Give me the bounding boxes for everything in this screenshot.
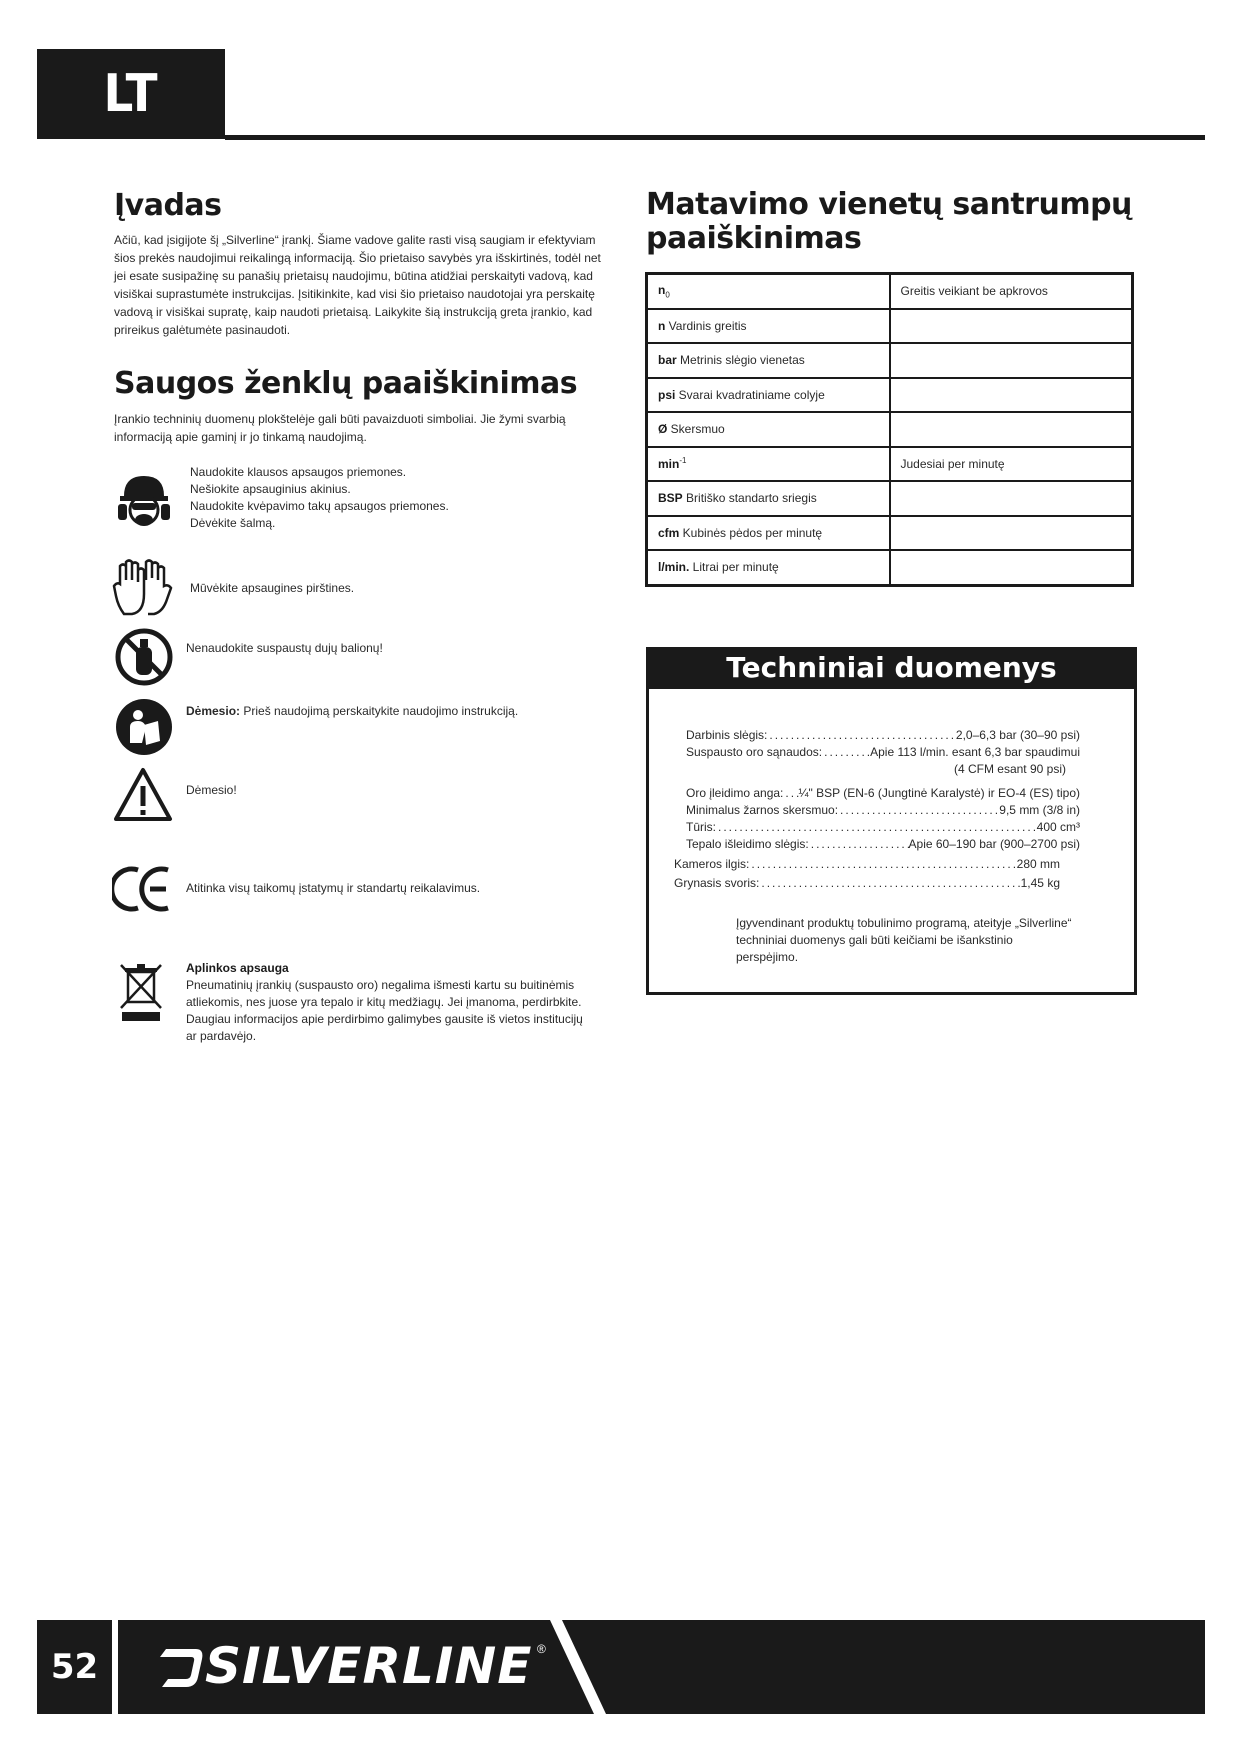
units-row: [647, 550, 1133, 585]
registered-mark: ®: [537, 1642, 546, 1656]
units-cell-left: [647, 378, 890, 413]
units-row: [647, 343, 1133, 378]
units-cell-left: [647, 550, 890, 585]
units-cell-right: [890, 378, 1133, 413]
units-row: [647, 481, 1133, 516]
units-cell-left: [647, 516, 890, 551]
spec-value: 2,0–6,3 bar (30–90 psi): [955, 728, 1080, 742]
header-rule: [225, 135, 1205, 140]
units-cell-right: [890, 481, 1133, 516]
unit-abbr: min: [658, 457, 680, 472]
spec-label: Grynasis svoris:: [674, 876, 760, 890]
spec-net-weight: [674, 875, 1060, 892]
unit-desc: Vardinis greitis: [665, 318, 747, 333]
spec-min-hose: [686, 802, 1080, 819]
unit-abbr: psi: [658, 387, 676, 402]
unit-abbr: n: [658, 283, 666, 298]
spec-air-consumption: [686, 744, 1080, 761]
unit-abbr: l/min.: [658, 560, 690, 575]
unit-abbr: Ø: [658, 422, 668, 437]
unit-sup: -1: [679, 456, 687, 466]
spec-label: Darbinis slėgis:: [686, 728, 768, 742]
unit-abbr: bar: [658, 353, 677, 368]
warning-icon: [112, 766, 172, 826]
spec-label: Tepalo išleidimo slėgis:: [686, 837, 809, 851]
language-code: LT: [103, 64, 159, 124]
spec-value: 400 cm³: [1036, 820, 1080, 834]
spec-value: ¼" BSP (EN-6 (Jungtinė Karalystė) ir EO-4 (ES) tipo): [798, 786, 1080, 800]
logo-slash-icon: [548, 1620, 608, 1719]
ppe-icon: [114, 470, 174, 530]
units-cell-left: [647, 343, 890, 378]
gloves-icon: [112, 556, 172, 616]
read-manual-desc: Prieš naudojimą perskaitykite naudojimo instrukciją.: [240, 704, 519, 718]
ppe-line-eyes: Nešiokite apsauginius akinius.: [190, 482, 351, 496]
environment-title: Aplinkos apsauga: [186, 961, 289, 975]
brand-logo: SILVERLINE: [205, 1637, 533, 1695]
units-cell-right: Greitis veikiant be apkrovos: [890, 274, 1133, 309]
unit-abbr: n: [658, 318, 666, 333]
warning-text: Dėmesio!: [186, 783, 237, 797]
tech-data-note: Įgyvendinant produktų tobulinimo programą, ateityje „Silverline“ techniniai duomenys gali būti keičiami be išankstinio perspėjimo.: [736, 916, 1072, 964]
spec-label: Suspausto oro sąnaudos:: [686, 745, 823, 759]
logo-swoosh-icon: [160, 1641, 206, 1698]
units-row: [647, 412, 1133, 447]
no-gas-cylinder-text: Nenaudokite suspaustų dujų balionų!: [186, 641, 383, 655]
ppe-line-helmet: Dėvėkite šalmą.: [190, 516, 276, 530]
units-cell-left: [647, 447, 890, 482]
ppe-line-hearing: Naudokite klausos apsaugos priemones.: [190, 465, 407, 479]
environment-text: [186, 960, 596, 1045]
units-cell-right: [890, 516, 1133, 551]
spec-value: Apie 113 l/min. esant 6,3 bar spaudimui: [870, 745, 1080, 759]
unit-desc: Kubinės pėdos per minutę: [679, 525, 823, 540]
unit-desc: Litrai per minutę: [689, 560, 779, 575]
spec-working-pressure: [686, 727, 1080, 744]
units-title: Matavimo vienetų santrumpų paaiškinimas: [646, 187, 1132, 256]
no-gas-cylinder-icon: [114, 627, 174, 687]
spec-value: 1,45 kg: [1020, 876, 1060, 890]
units-row: [647, 447, 1133, 482]
units-cell-left: [647, 481, 890, 516]
environment-desc: Pneumatinių įrankių (suspausto oro) negalima išmesti kartu su buitinėmis atliekomis, nes juose yra tepalo ir kitų medžiagų. Jei įmanoma, perdirbkite. Daugiau informacijos apie perdirbimo galimybes gausite iš vietos institucijų ar pardavėjo.: [186, 978, 583, 1043]
read-manual-icon: [114, 697, 174, 757]
unit-desc: Svarai kvadratiniame colyje: [675, 387, 825, 402]
units-cell-left: [647, 309, 890, 344]
spec-grease-pressure: [686, 836, 1080, 853]
units-cell-left: [647, 274, 890, 309]
intro-title: Įvadas: [114, 188, 222, 223]
units-row: [647, 274, 1133, 309]
read-manual-text: [186, 703, 616, 720]
ppe-line-respiratory: Naudokite kvėpavimo takų apsaugos priemones.: [190, 499, 449, 513]
footer-separator: [112, 1620, 118, 1714]
spec-air-inlet: [686, 785, 1080, 802]
ce-text: Atitinka visų taikomų įstatymų ir standartų reikalavimus.: [186, 881, 481, 895]
units-cell-right: [890, 343, 1133, 378]
ce-mark-icon: [112, 864, 172, 924]
unit-desc: Skersmuo: [667, 422, 725, 437]
spec-value: Apie 60–190 bar (900–2700 psi): [908, 837, 1080, 851]
unit-desc: Britiško standarto sriegis: [682, 491, 817, 506]
units-cell-right: [890, 309, 1133, 344]
safety-paragraph: Įrankio techninių duomenų plokštelėje gali būti pavaizduoti simboliai. Jie žymi svarbią informaciją apie gaminį ir jo tinkamą naudojimą.: [114, 412, 566, 444]
ppe-text: [190, 464, 620, 532]
spec-air-consumption-cont: (4 CFM esant 90 psi): [953, 762, 1066, 776]
unit-desc: Metrinis slėgio vienetas: [676, 353, 805, 368]
gloves-text: Mūvėkite apsaugines pirštines.: [190, 581, 355, 595]
spec-label: Kameros ilgis:: [674, 857, 750, 871]
units-row: [647, 378, 1133, 413]
units-cell-right: [890, 412, 1133, 447]
units-cell-right: [890, 550, 1133, 585]
units-cell-right: Judesiai per minutę: [890, 447, 1133, 482]
weee-bin-icon: [118, 962, 178, 1022]
spec-chamber-length: [674, 856, 1060, 873]
safety-title: Saugos ženklų paaiškinimas: [114, 366, 578, 401]
spec-volume: [686, 819, 1080, 836]
spec-label: Tūris:: [686, 820, 716, 834]
intro-paragraph: Ačiū, kad įsigijote šį „Silverline“ įrankį. Šiame vadove galite rasti visą saugiam ir efektyviam šios prekės naudojimui reikalingą informaciją. Šio prietaiso savybės yra išskirtinės, todėl net jei esate susipažinę su panašių prietaisų naudojimu, būtina atidžiai perskaityti vadovą, kad visiškai suprastumėte instrukcijas. Įsitikinkite, kad visi šio prietaiso naudotojai yra perskaitę vadovą ir visiškai supratę, kaip naudoti prietaisą. Laikykite šią instrukciją greta įrankio, kad prireikus galėtumėte pasinaudoti.: [114, 233, 601, 337]
unit-sub: 0: [665, 290, 670, 300]
read-manual-bold: Dėmesio:: [186, 704, 241, 718]
units-table: [645, 272, 1134, 587]
tech-data-title: Techniniai duomenys: [726, 651, 1057, 684]
spec-label: Minimalus žarnos skersmuo:: [686, 803, 839, 817]
units-cell-left: [647, 412, 890, 447]
spec-value: 9,5 mm (3/8 in): [999, 803, 1080, 817]
spec-value: 280 mm: [1016, 857, 1060, 871]
unit-abbr: BSP: [658, 491, 683, 506]
page-number: 52: [50, 1647, 99, 1687]
spec-label: Oro įleidimo anga:: [686, 786, 784, 800]
units-row: [647, 309, 1133, 344]
unit-abbr: cfm: [658, 525, 680, 540]
units-row: [647, 516, 1133, 551]
